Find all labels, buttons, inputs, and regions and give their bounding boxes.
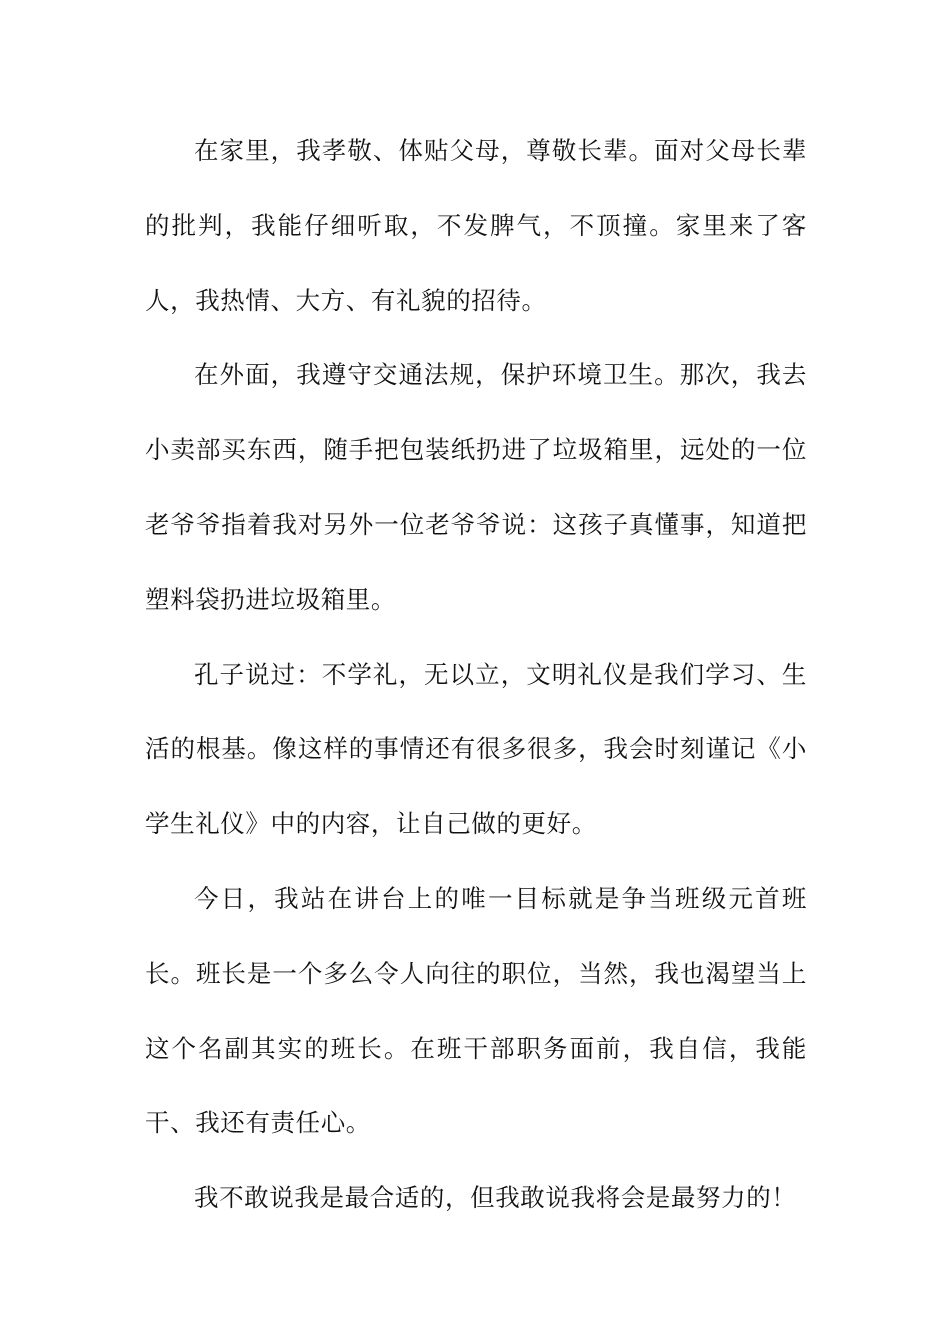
paragraph-family-manners: 在家里，我孝敬、体贴父母，尊敬长辈。面对父母长辈的批判，我能仔细听取，不发脾气，不顶撞。家里来了客人，我热情、大方、有礼貌的招待。 [145,136,807,315]
document-body [145,114,807,1236]
paragraph-class-monitor-goal: 今日，我站在讲台上的唯一目标就是争当班级元首班长。班长是一个多么令人向往的职位，当然，我也渴望当上这个名副其实的班长。在班干部职务面前，我自信，我能干、我还有责任心。 [145,883,807,1138]
paragraph-public-behavior: 在外面，我遵守交通法规，保护环境卫生。那次，我去小卖部买东西，随手把包装纸扔进了垃圾箱里，远处的一位老爷爷指着我对另外一位老爷爷说：这孩子真懂事，知道把塑料袋扔进垃圾箱里。 [145,360,807,614]
paragraph-confucius-quote: 孔子说过：不学礼，无以立，文明礼仪是我们学习、生活的根基。像这样的事情还有很多很多，我会时刻谨记《小学生礼仪》中的内容，让自己做的更好。 [145,659,807,839]
paragraph-closing-statement: 我不敢说我是最合适的，但我敢说我将会是最努力的！ [194,1183,797,1213]
